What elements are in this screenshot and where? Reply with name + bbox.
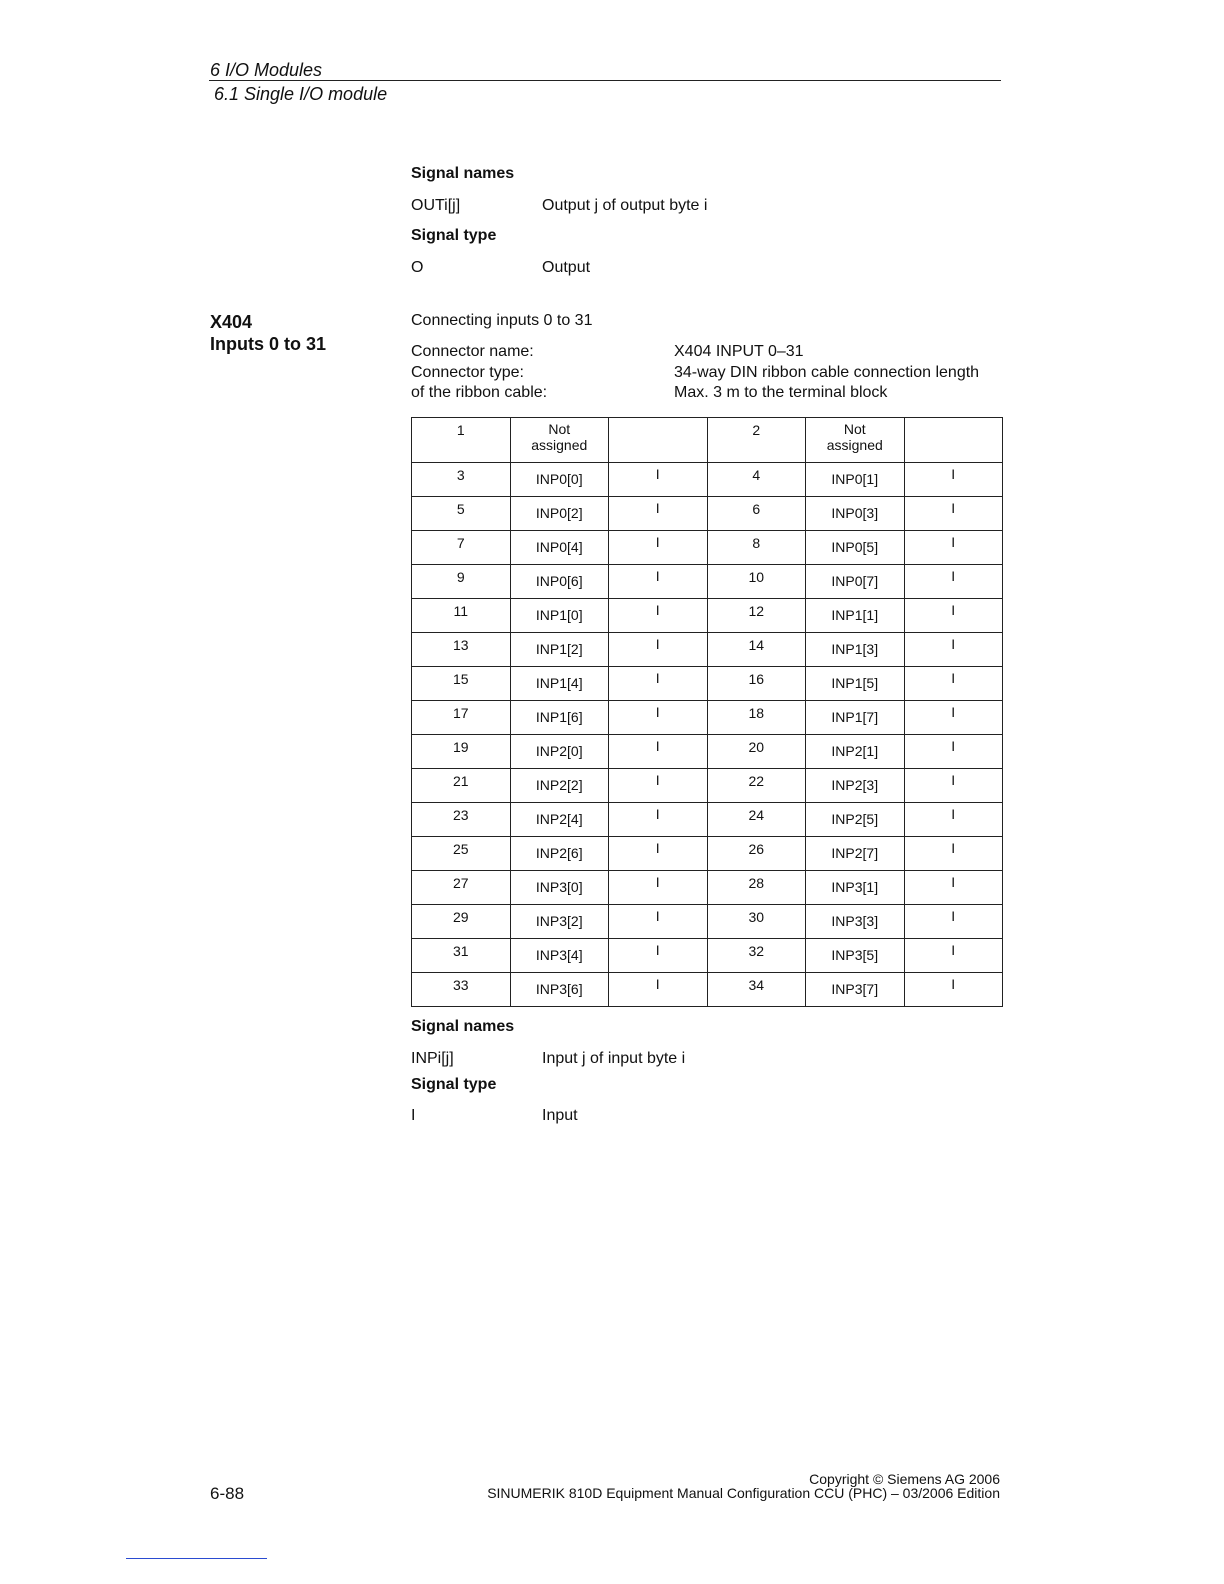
table-cell xyxy=(609,701,708,735)
type-cell: I xyxy=(951,534,956,550)
type-cell: I xyxy=(655,704,660,720)
table-row xyxy=(412,599,1003,633)
signal-type-heading: Signal type xyxy=(411,227,497,244)
signal-cell: INP3[5] xyxy=(831,947,879,963)
table-cell xyxy=(609,803,708,837)
signal-cell: INP2[6] xyxy=(535,845,583,861)
type-cell: I xyxy=(951,942,956,958)
table-cell xyxy=(806,497,905,531)
table-cell xyxy=(806,905,905,939)
signal-cell: INP0[7] xyxy=(831,573,879,589)
table-cell xyxy=(412,633,511,667)
signal-cell: INP0[4] xyxy=(535,539,583,555)
signal-type: I xyxy=(411,1107,416,1124)
table-cell xyxy=(412,599,511,633)
connector-type-label: Connector type: xyxy=(411,364,524,381)
connector-intro: Connecting inputs 0 to 31 xyxy=(411,312,593,329)
connector-side-title xyxy=(210,311,326,355)
table-cell xyxy=(510,939,609,973)
table-cell xyxy=(609,973,708,1007)
page-number: 6-88 xyxy=(210,1484,245,1503)
signal-cell: INP2[7] xyxy=(831,845,879,861)
table-cell xyxy=(609,871,708,905)
table-cell xyxy=(707,633,806,667)
pin-number: 17 xyxy=(452,705,469,721)
pin-number: 21 xyxy=(452,773,469,789)
pin-number: 27 xyxy=(452,875,469,891)
signal-type-heading: Signal type xyxy=(411,1076,497,1093)
pin-number: 10 xyxy=(748,569,765,585)
signal-type-description: Input xyxy=(542,1107,578,1124)
pin-number: 14 xyxy=(748,637,765,653)
type-cell: I xyxy=(655,840,660,856)
connector-id: X404 xyxy=(210,312,253,332)
table-cell xyxy=(904,418,1003,463)
pin-number: 22 xyxy=(748,773,765,789)
type-cell: I xyxy=(655,976,660,992)
header-rule xyxy=(209,80,1001,81)
table-row xyxy=(412,531,1003,565)
pin-number: 9 xyxy=(456,569,465,585)
table-cell xyxy=(609,735,708,769)
table-cell xyxy=(609,633,708,667)
type-cell: I xyxy=(951,704,956,720)
table-cell xyxy=(609,463,708,497)
table-cell xyxy=(510,418,609,463)
not-assigned-line2: assigned xyxy=(531,437,588,453)
table-cell xyxy=(510,565,609,599)
table-cell xyxy=(806,531,905,565)
pin-number: 19 xyxy=(452,739,469,755)
table-cell xyxy=(412,837,511,871)
signal-cell: INP0[6] xyxy=(535,573,583,589)
table-row xyxy=(412,973,1003,1007)
table-cell xyxy=(510,599,609,633)
table-cell xyxy=(707,497,806,531)
table-cell xyxy=(510,701,609,735)
table-cell xyxy=(510,871,609,905)
pin-number: 28 xyxy=(748,875,765,891)
signal-type-description: Output xyxy=(542,259,591,276)
chapter-heading: 6 I/O Modules xyxy=(210,60,323,80)
pin-number: 30 xyxy=(748,909,765,925)
pin-number: 6 xyxy=(752,501,761,517)
type-cell: I xyxy=(655,602,660,618)
table-cell xyxy=(904,463,1003,497)
table-cell xyxy=(707,803,806,837)
table-row xyxy=(412,837,1003,871)
table-cell xyxy=(904,905,1003,939)
table-cell xyxy=(510,531,609,565)
type-cell xyxy=(609,418,707,421)
signal-cell: INP3[4] xyxy=(535,947,583,963)
type-cell: I xyxy=(655,772,660,788)
type-cell: I xyxy=(951,602,956,618)
table-row xyxy=(412,667,1003,701)
table-cell xyxy=(609,497,708,531)
type-cell: I xyxy=(655,942,660,958)
table-cell xyxy=(707,418,806,463)
table-cell xyxy=(609,565,708,599)
table-cell xyxy=(412,565,511,599)
table-cell xyxy=(510,633,609,667)
pin-number: 29 xyxy=(452,909,469,925)
table-cell xyxy=(904,667,1003,701)
signal-cell: INP1[4] xyxy=(535,675,583,691)
table-cell xyxy=(904,939,1003,973)
table-cell xyxy=(412,463,511,497)
signal-cell: INP2[4] xyxy=(535,811,583,827)
table-cell xyxy=(904,701,1003,735)
table-cell xyxy=(904,871,1003,905)
table-cell xyxy=(510,905,609,939)
signal-cell: INP1[7] xyxy=(831,709,879,725)
table-cell xyxy=(904,565,1003,599)
table-cell xyxy=(510,803,609,837)
table-cell xyxy=(904,599,1003,633)
type-cell: I xyxy=(951,806,956,822)
signal-cell: INP3[3] xyxy=(831,913,879,929)
table-cell xyxy=(806,565,905,599)
table-cell xyxy=(904,735,1003,769)
table-row xyxy=(412,871,1003,905)
pin-table-body xyxy=(412,418,1003,1007)
table-row xyxy=(412,769,1003,803)
type-cell: I xyxy=(951,738,956,754)
type-cell: I xyxy=(951,500,956,516)
connector-name-label: Connector name: xyxy=(411,343,534,360)
pin-number: 4 xyxy=(752,467,761,483)
table-cell xyxy=(707,871,806,905)
table-cell xyxy=(412,803,511,837)
pin-number: 32 xyxy=(748,943,765,959)
signal-cell: INP0[5] xyxy=(831,539,879,555)
table-cell xyxy=(806,463,905,497)
not-assigned-line1: Not xyxy=(548,421,571,437)
type-cell xyxy=(905,418,1003,421)
signal-names-heading: Signal names xyxy=(411,165,515,182)
table-cell xyxy=(412,531,511,565)
table-cell xyxy=(904,769,1003,803)
table-cell xyxy=(707,735,806,769)
pin-number: 31 xyxy=(452,943,469,959)
pin-number: 16 xyxy=(748,671,765,687)
type-cell: I xyxy=(951,908,956,924)
table-row xyxy=(412,565,1003,599)
table-cell xyxy=(412,418,511,463)
table-cell xyxy=(904,497,1003,531)
pin-number: 11 xyxy=(453,603,469,619)
signal-cell: INP1[1] xyxy=(831,607,879,623)
pin-number: 24 xyxy=(748,807,765,823)
table-cell xyxy=(412,701,511,735)
signal-cell: INP2[2] xyxy=(535,777,583,793)
connector-subtitle: Inputs 0 to 31 xyxy=(210,334,327,354)
signal-cell: INP0[3] xyxy=(831,505,879,521)
pin-number: 3 xyxy=(456,467,465,483)
table-row xyxy=(412,803,1003,837)
table-cell xyxy=(806,599,905,633)
signal-cell: INP2[0] xyxy=(535,743,583,759)
signal-cell: INP0[1] xyxy=(831,471,879,487)
type-cell: I xyxy=(951,636,956,652)
not-assigned-label xyxy=(511,418,609,453)
table-cell xyxy=(707,701,806,735)
signal-cell: INP1[3] xyxy=(831,641,879,657)
table-cell xyxy=(609,599,708,633)
pin-number: 13 xyxy=(452,637,469,653)
table-row xyxy=(412,497,1003,531)
table-cell xyxy=(412,905,511,939)
table-cell xyxy=(904,973,1003,1007)
type-cell: I xyxy=(951,568,956,584)
signal-cell: INP3[2] xyxy=(535,913,583,929)
table-cell xyxy=(510,497,609,531)
type-cell: I xyxy=(655,466,660,482)
signal-cell: INP3[0] xyxy=(535,879,583,895)
type-cell: I xyxy=(655,908,660,924)
table-row xyxy=(412,939,1003,973)
type-cell: I xyxy=(951,840,956,856)
table-cell xyxy=(806,418,905,463)
table-cell xyxy=(904,837,1003,871)
table-cell xyxy=(707,973,806,1007)
not-assigned-line2: assigned xyxy=(826,437,883,453)
signal-name: OUTi[j] xyxy=(411,197,461,214)
type-cell: I xyxy=(951,874,956,890)
type-cell: I xyxy=(951,466,956,482)
signal-cell: INP3[1] xyxy=(831,879,879,895)
table-row xyxy=(412,418,1003,463)
ribbon-cable-value: Max. 3 m to the terminal block xyxy=(674,384,888,401)
table-cell xyxy=(707,905,806,939)
type-cell: I xyxy=(951,670,956,686)
type-cell: I xyxy=(655,738,660,754)
pin-number: 23 xyxy=(452,807,469,823)
table-cell xyxy=(904,531,1003,565)
manual-title: SINUMERIK 810D Equipment Manual Configuration CCU (PHC) – 03/2006 Edition xyxy=(487,1485,1000,1501)
table-cell xyxy=(707,939,806,973)
table-cell xyxy=(609,667,708,701)
not-assigned-label xyxy=(806,418,904,453)
table-cell xyxy=(806,769,905,803)
table-cell xyxy=(412,973,511,1007)
signal-type: O xyxy=(411,259,424,276)
table-cell xyxy=(510,973,609,1007)
pin-number: 7 xyxy=(456,535,465,551)
signal-cell: INP1[2] xyxy=(535,641,583,657)
type-cell: I xyxy=(951,976,956,992)
table-cell xyxy=(806,803,905,837)
table-cell xyxy=(806,667,905,701)
type-cell: I xyxy=(655,534,660,550)
pin-assignment-table xyxy=(411,417,1003,1007)
signal-cell: INP0[2] xyxy=(535,505,583,521)
type-cell: I xyxy=(655,568,660,584)
table-cell xyxy=(806,837,905,871)
table-cell xyxy=(904,803,1003,837)
pin-number: 34 xyxy=(748,977,765,993)
pin-number: 12 xyxy=(748,603,765,619)
table-cell xyxy=(806,735,905,769)
table-cell xyxy=(510,735,609,769)
pin-number: 26 xyxy=(748,841,765,857)
pin-number: 8 xyxy=(752,535,761,551)
table-cell xyxy=(806,939,905,973)
pin-number: 2 xyxy=(752,422,761,438)
table-cell xyxy=(609,837,708,871)
table-cell xyxy=(707,565,806,599)
table-row xyxy=(412,633,1003,667)
connector-type-value: 34-way DIN ribbon cable connection length xyxy=(674,364,980,381)
connector-name-value: X404 INPUT 0–31 xyxy=(674,343,804,360)
table-cell xyxy=(707,531,806,565)
table-cell xyxy=(707,837,806,871)
type-cell: I xyxy=(655,670,660,686)
table-cell xyxy=(510,769,609,803)
table-cell xyxy=(412,667,511,701)
table-cell xyxy=(510,837,609,871)
copyright-notice: Copyright © Siemens AG 2006 xyxy=(809,1471,1000,1487)
table-cell xyxy=(806,633,905,667)
table-cell xyxy=(806,701,905,735)
signal-cell: INP1[6] xyxy=(535,709,583,725)
pin-number: 1 xyxy=(456,422,465,438)
table-cell xyxy=(510,667,609,701)
table-cell xyxy=(806,973,905,1007)
table-cell xyxy=(707,667,806,701)
table-cell xyxy=(609,939,708,973)
table-cell xyxy=(412,939,511,973)
table-cell xyxy=(412,735,511,769)
footnote-rule xyxy=(126,1558,267,1559)
table-cell xyxy=(609,905,708,939)
table-cell xyxy=(412,769,511,803)
signal-cell: INP3[7] xyxy=(831,981,879,997)
pin-number: 5 xyxy=(456,501,465,517)
table-cell xyxy=(707,463,806,497)
table-cell xyxy=(707,599,806,633)
ribbon-cable-label: of the ribbon cable: xyxy=(411,384,548,401)
pin-number: 15 xyxy=(452,671,469,687)
pin-number: 18 xyxy=(748,705,765,721)
signal-cell: INP2[5] xyxy=(831,811,879,827)
signal-cell: INP2[1] xyxy=(831,743,879,759)
signal-name-description: Output j of output byte i xyxy=(542,197,708,214)
pin-number: 20 xyxy=(748,739,765,755)
table-cell xyxy=(609,769,708,803)
type-cell: I xyxy=(655,874,660,890)
section-heading: 6.1 Single I/O module xyxy=(214,84,388,104)
table-cell xyxy=(904,633,1003,667)
table-row xyxy=(412,905,1003,939)
table-row xyxy=(412,701,1003,735)
type-cell: I xyxy=(655,806,660,822)
signal-cell: INP3[6] xyxy=(535,981,583,997)
signal-cell: INP1[5] xyxy=(831,675,879,691)
signal-cell: INP1[0] xyxy=(535,607,583,623)
not-assigned-line1: Not xyxy=(843,421,866,437)
signal-names-heading: Signal names xyxy=(411,1018,515,1035)
table-cell xyxy=(806,871,905,905)
type-cell: I xyxy=(951,772,956,788)
table-cell xyxy=(609,531,708,565)
table-cell xyxy=(412,497,511,531)
table-row xyxy=(412,463,1003,497)
table-cell xyxy=(412,871,511,905)
type-cell: I xyxy=(655,500,660,516)
table-cell xyxy=(707,769,806,803)
signal-name: INPi[j] xyxy=(411,1050,454,1067)
table-cell xyxy=(609,418,708,463)
signal-cell: INP0[0] xyxy=(535,471,583,487)
signal-cell: INP2[3] xyxy=(831,777,879,793)
signal-name-description: Input j of input byte i xyxy=(542,1050,686,1067)
pin-number: 25 xyxy=(452,841,469,857)
table-cell xyxy=(510,463,609,497)
type-cell: I xyxy=(655,636,660,652)
pin-number: 33 xyxy=(452,977,469,993)
table-row xyxy=(412,735,1003,769)
